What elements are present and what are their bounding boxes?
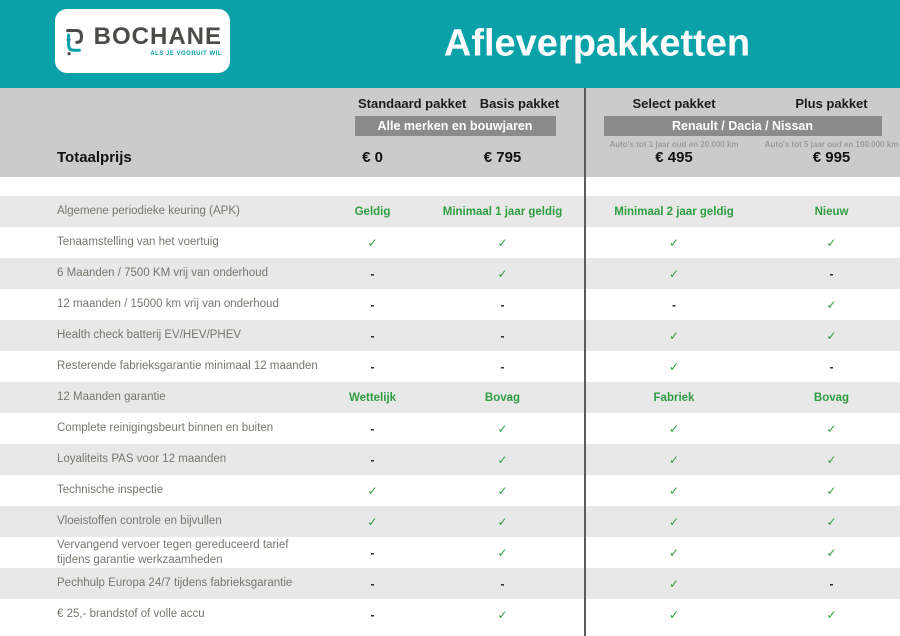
check-icon: ✓	[668, 235, 680, 250]
total-price-label: Totaalprijs	[57, 149, 132, 166]
bochane-logo	[55, 9, 230, 73]
check-icon: ✓	[668, 421, 680, 436]
not-included-dash: -	[370, 545, 375, 560]
feature-label: Tenaamstelling van het voertuig	[57, 236, 219, 249]
feature-label: Loyaliteits PAS voor 12 maanden	[57, 453, 227, 466]
feature-row	[0, 351, 900, 382]
column-header-standaard: Standaard pakket	[358, 96, 467, 111]
not-included-dash: -	[370, 607, 375, 622]
feature-row	[0, 506, 900, 537]
not-included-dash: -	[829, 359, 834, 374]
check-icon: ✓	[367, 235, 378, 250]
not-included-dash: -	[500, 328, 505, 343]
group-banners-row	[0, 116, 900, 136]
group-banner-alle-merken: Alle merken en bouwjaren	[355, 116, 556, 136]
price-select: € 495	[655, 149, 693, 166]
check-icon: ✓	[497, 421, 508, 436]
check-icon: ✓	[826, 607, 837, 622]
feature-label: Vervangend vervoer tegen gereduceerd tarief tijdens garantie werkzaamheden	[57, 539, 289, 566]
feature-value: Wettelijk	[348, 391, 397, 404]
check-icon: ✓	[668, 452, 680, 467]
feature-row	[0, 413, 900, 444]
check-icon: ✓	[668, 266, 680, 281]
check-icon: ✓	[497, 607, 508, 622]
check-icon: ✓	[826, 514, 837, 529]
not-included-dash: -	[370, 266, 375, 281]
feature-rows	[0, 196, 900, 630]
not-included-dash: -	[370, 452, 375, 467]
check-icon: ✓	[497, 514, 508, 529]
feature-label: Complete reinigingsbeurt binnen en buiten	[57, 422, 274, 435]
logo-text	[94, 25, 222, 57]
feature-value: Minimaal 1 jaar geldig	[442, 205, 563, 218]
check-icon: ✓	[826, 235, 837, 250]
price-standaard: € 0	[362, 149, 383, 166]
check-icon: ✓	[826, 483, 837, 498]
not-included-dash: -	[500, 297, 505, 312]
total-price-row	[0, 149, 900, 166]
check-icon: ✓	[826, 297, 837, 312]
feature-label: Vloeistoffen controle en bijvullen	[57, 515, 222, 528]
not-included-dash: -	[370, 328, 375, 343]
feature-row	[0, 475, 900, 506]
feature-label: € 25,- brandstof of volle accu	[57, 608, 205, 621]
check-icon: ✓	[668, 483, 680, 498]
feature-label: 12 maanden / 15000 km vrij van onderhoud	[57, 298, 279, 311]
feature-row	[0, 568, 900, 599]
group-banner-renault-dacia-nissan: Renault / Dacia / Nissan	[604, 116, 882, 136]
check-icon: ✓	[826, 452, 837, 467]
column-header-plus: Plus pakket	[795, 96, 868, 111]
feature-label: Health check batterij EV/HEV/PHEV	[57, 329, 242, 342]
feature-row	[0, 444, 900, 475]
price-basis: € 795	[483, 149, 522, 166]
feature-label: 6 Maanden / 7500 KM vrij van onderhoud	[57, 267, 268, 280]
column-note-plus: Auto's tot 5 jaar oud en 100.000 km	[764, 140, 899, 149]
not-included-dash: -	[370, 297, 375, 312]
column-header-select: Select pakket	[632, 96, 716, 111]
feature-row	[0, 599, 900, 630]
check-icon: ✓	[668, 359, 680, 374]
feature-row	[0, 382, 900, 413]
check-icon: ✓	[367, 514, 378, 529]
feature-row	[0, 320, 900, 351]
not-included-dash: -	[500, 576, 505, 591]
check-icon: ✓	[497, 235, 508, 250]
check-icon: ✓	[367, 483, 378, 498]
bochane-logo-mark-icon	[63, 18, 87, 64]
column-header-basis: Basis pakket	[479, 96, 560, 111]
feature-value: Geldig	[354, 205, 391, 218]
not-included-dash: -	[829, 266, 834, 281]
not-included-dash: -	[370, 359, 375, 374]
column-group-divider	[584, 88, 586, 636]
column-note-select: Auto's tot 1 jaar oud en 20.000 km	[609, 140, 739, 149]
check-icon: ✓	[826, 421, 837, 436]
feature-label: Resterende fabrieksgarantie minimaal 12 maanden	[57, 360, 318, 373]
check-icon: ✓	[826, 328, 837, 343]
feature-row	[0, 227, 900, 258]
feature-row	[0, 196, 900, 227]
feature-value: Minimaal 2 jaar geldig	[614, 205, 734, 218]
feature-row	[0, 537, 900, 568]
not-included-dash: -	[370, 576, 375, 591]
spacer	[0, 177, 900, 196]
check-icon: ✓	[668, 514, 680, 529]
check-icon: ✓	[497, 266, 508, 281]
page-title: Afleverpakketten	[443, 22, 751, 65]
feature-row	[0, 258, 900, 289]
feature-label: Pechhulp Europa 24/7 tijdens fabrieksgarantie	[57, 577, 293, 590]
feature-value: Bovag	[813, 391, 850, 404]
package-headers-row	[0, 96, 900, 111]
feature-label: Technische inspectie	[57, 484, 164, 497]
price-plus: € 995	[812, 149, 851, 166]
brand-name: BOCHANE	[93, 23, 222, 50]
feature-value: Nieuw	[814, 205, 849, 218]
not-included-dash: -	[370, 421, 375, 436]
check-icon: ✓	[668, 607, 680, 622]
table-header-band	[0, 88, 900, 177]
feature-label: 12 Maanden garantie	[57, 391, 166, 404]
header-bar	[0, 0, 900, 88]
check-icon: ✓	[497, 545, 508, 560]
not-included-dash: -	[829, 576, 834, 591]
feature-value: Fabriek	[653, 391, 695, 404]
feature-value: Bovag	[484, 391, 521, 404]
not-included-dash: -	[672, 297, 676, 312]
feature-label: Algemene periodieke keuring (APK)	[57, 205, 240, 218]
check-icon: ✓	[668, 328, 680, 343]
check-icon: ✓	[497, 452, 508, 467]
check-icon: ✓	[668, 576, 680, 591]
not-included-dash: -	[500, 359, 505, 374]
check-icon: ✓	[826, 545, 837, 560]
check-icon: ✓	[497, 483, 508, 498]
column-notes-row	[0, 140, 900, 149]
feature-row	[0, 289, 900, 320]
check-icon: ✓	[668, 545, 680, 560]
brand-tagline: ALS JE VOORUIT WIL	[150, 51, 222, 57]
